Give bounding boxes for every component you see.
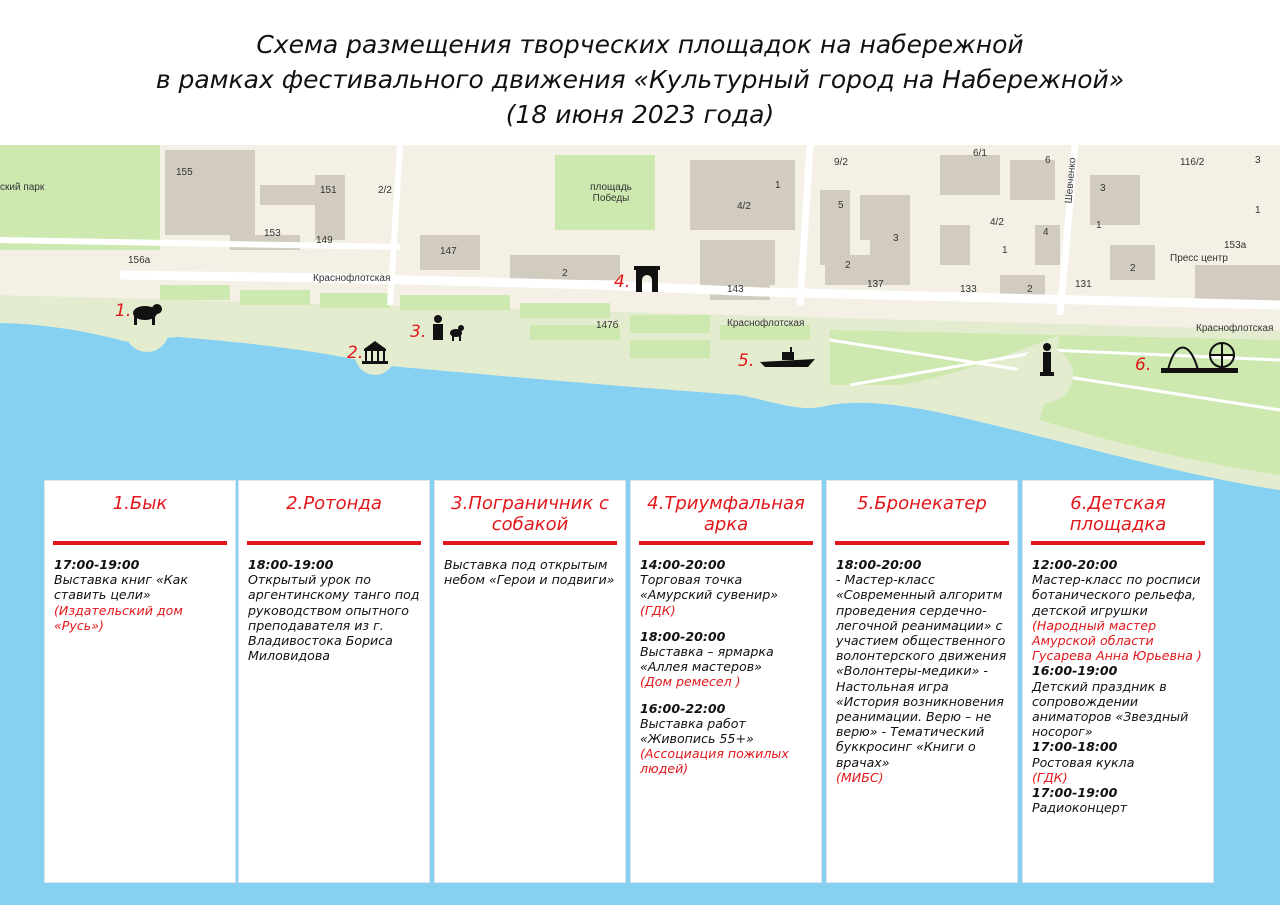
- house-number: 133: [960, 284, 977, 295]
- event-time: 16:00-19:00: [1032, 663, 1118, 679]
- venue-title: 2.Ротонда: [286, 493, 382, 514]
- venue-divider: [835, 541, 1009, 545]
- venue-card: [630, 480, 822, 883]
- event-time: 18:00-20:00: [836, 557, 922, 572]
- house-number: 147: [440, 246, 457, 257]
- venue-divider: [639, 541, 813, 545]
- marker-label-1: 1.: [115, 301, 132, 321]
- event-description: Ростовая кукла: [1032, 754, 1135, 770]
- venue-card: [434, 480, 626, 883]
- venue-card: [238, 480, 430, 883]
- house-number: 4/2: [990, 217, 1004, 228]
- event-item: [640, 701, 815, 777]
- event-time: 17:00-19:00: [54, 557, 140, 572]
- house-number: 155: [176, 167, 193, 178]
- event-item: [640, 557, 815, 618]
- event-item: [1032, 663, 1207, 739]
- event-time: 12:00-20:00: [1032, 557, 1118, 572]
- marker-label-3: 3.: [410, 322, 427, 342]
- venue-schedule: [444, 557, 619, 587]
- event-item: [444, 557, 619, 587]
- event-time: 17:00-19:00: [1032, 785, 1118, 801]
- house-number: 3: [1100, 183, 1106, 194]
- lawn: [630, 340, 710, 358]
- place-label: Пресс центр: [1170, 253, 1228, 264]
- event-description: Радиоконцерт: [1032, 800, 1128, 816]
- event-organizer: (Народный мастер Амурской области Гусарева Анна Юрьевна ): [1032, 617, 1202, 664]
- event-description: - Мастер-класс «Современный алгоритм проведения сердечно-легочной реанимации» с участием общественного волонтерского движения «Волонтеры-медики» - Настольная игра «История возникновения реанимации. Верю – не верю» - Тематический буккросинг «Книги о врачах»: [836, 572, 1007, 770]
- event-description: Выставка работ «Живопись 55+»: [640, 715, 754, 747]
- house-number: 6/1: [973, 148, 987, 159]
- marker-label-2: 2.: [347, 343, 364, 363]
- event-description: Выставка – ярмарка «Аллея мастеров»: [640, 644, 774, 675]
- park-green: [0, 145, 160, 250]
- house-number: 6: [1045, 155, 1051, 166]
- event-item: [54, 557, 229, 633]
- house-number: 2: [562, 268, 568, 279]
- event-item: [1032, 739, 1207, 785]
- house-number: 4/2: [737, 201, 751, 212]
- house-number: 1: [1096, 220, 1102, 231]
- marker-label-5: 5.: [738, 351, 755, 371]
- event-organizer: (ГДК): [1032, 769, 1068, 785]
- event-time: 18:00-19:00: [248, 557, 334, 572]
- event-organizer: (МИБС): [836, 769, 884, 785]
- venue-title: 3.Пограничник с собакой: [451, 493, 609, 535]
- lawn: [630, 315, 710, 333]
- house-number: 153а: [1224, 240, 1247, 251]
- house-number: 3: [1255, 155, 1261, 166]
- venue-title: 5.Бронекатер: [857, 493, 987, 514]
- event-description: Выставка под открытым небом «Герои и подвиги»: [444, 557, 615, 588]
- house-number: 2: [845, 260, 851, 271]
- event-item: [640, 629, 815, 690]
- house-number: 149: [316, 235, 333, 246]
- event-organizer: (Дом ремесел ): [640, 674, 741, 690]
- header: [0, 0, 1280, 145]
- event-time: 14:00-20:00: [640, 557, 726, 572]
- venue-title: 6.Детская площадка: [1069, 493, 1167, 535]
- venue-schedule: [640, 557, 815, 777]
- event-time: 18:00-20:00: [640, 628, 726, 644]
- street-label: Шевченко: [1063, 157, 1079, 204]
- event-item: [1032, 785, 1207, 815]
- house-number: 9/2: [834, 157, 848, 168]
- place-label: ский парк: [0, 182, 45, 193]
- event-organizer: (Ассоциация пожилых людей): [640, 746, 789, 777]
- venue-schedule: [1032, 557, 1207, 815]
- event-item: [248, 557, 423, 663]
- venue-divider: [1031, 541, 1205, 545]
- event-description: Открытый урок по аргентинскому танго под руководством опытного преподавателя из г. Владивостока Бориса Миловидова: [248, 572, 420, 664]
- place-label: площадь Победы: [590, 182, 632, 204]
- house-number: 2: [1027, 284, 1033, 295]
- event-description: Выставка книг «Как ставить цели»: [54, 572, 188, 603]
- house-number: 3: [893, 233, 899, 244]
- venue-card: [826, 480, 1018, 883]
- house-number: 116/2: [1180, 157, 1205, 168]
- venue-divider: [247, 541, 421, 545]
- lawn: [520, 303, 610, 318]
- street-label: Краснофлотская: [727, 318, 805, 329]
- house-number: 153: [264, 228, 281, 239]
- house-number: 1: [1255, 205, 1261, 216]
- event-item: [1032, 557, 1207, 663]
- marker-label-6: 6.: [1135, 355, 1152, 375]
- venue-card: [44, 480, 236, 883]
- lawn: [400, 295, 510, 310]
- house-number: 147б: [596, 320, 619, 331]
- house-number: 143: [727, 284, 744, 295]
- event-description: Детский праздник в сопровождении аниматоров «Звездный носорог»: [1032, 678, 1189, 740]
- house-number: 2: [1130, 263, 1136, 274]
- lawn: [320, 293, 390, 308]
- lawn: [160, 285, 230, 300]
- page-title-line-2: в рамках фестивального движения «Культурный город на Набережной»: [155, 65, 1125, 94]
- lawn: [240, 290, 310, 305]
- house-number: 5: [838, 200, 844, 211]
- house-number: 137: [867, 279, 884, 290]
- street-label: Краснофлотская: [1196, 323, 1274, 334]
- event-organizer: (Издательский дом «Русь»): [54, 602, 183, 633]
- page-title-line-1: Схема размещения творческих площадок на набережной: [256, 30, 1024, 59]
- event-description: Мастер-класс по росписи ботанического рельефа, детской игрушки: [1032, 572, 1201, 618]
- street-label: Краснофлотская: [313, 273, 391, 284]
- marker-label-4: 4.: [614, 272, 631, 292]
- house-number: 1: [775, 180, 781, 191]
- venue-schedule: [836, 557, 1011, 785]
- venue-title: 1.Бык: [112, 493, 168, 514]
- page-title-line-3: (18 июня 2023 года): [505, 100, 775, 129]
- event-description: Торговая точка «Амурский сувенир»: [640, 572, 778, 603]
- venue-title: 4.Триумфальная арка: [647, 493, 805, 535]
- venue-divider: [53, 541, 227, 545]
- house-number: 131: [1075, 279, 1092, 290]
- event-time: 16:00-22:00: [640, 700, 726, 716]
- house-number: 2/2: [378, 185, 392, 196]
- venue-schedule: [248, 557, 423, 663]
- event-time: 17:00-18:00: [1032, 739, 1118, 755]
- event-item: [836, 557, 1011, 785]
- venue-schedule: [54, 557, 229, 633]
- venue-divider: [443, 541, 617, 545]
- house-number: 4: [1043, 227, 1049, 238]
- event-organizer: (ГДК): [640, 602, 676, 618]
- house-number: 1: [1002, 245, 1008, 256]
- house-number: 151: [320, 185, 337, 196]
- house-number: 156а: [128, 255, 151, 266]
- venue-card: [1022, 480, 1214, 883]
